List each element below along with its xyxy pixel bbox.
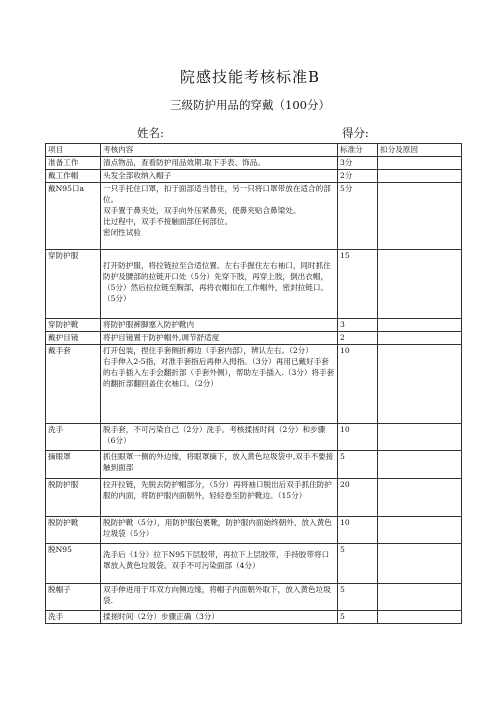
header-cell-score: 标准分 bbox=[338, 144, 378, 157]
row-item: 戴手套 bbox=[46, 345, 101, 424]
row-content: 脱手套，不可污染自己（2分）洗手。考核揉搓时间（2分）和步骤（6分） bbox=[101, 424, 338, 451]
row-content: 一只手托住口罩，扣于面部适当替住，另一只将口罩带放在适合的部位。 双手置于鼻夹处，双手向外压紧鼻夹，使鼻夹贴合鼻梁处。 比过程中，双手不接触面部任何部位。 密闭性试验 bbox=[101, 183, 338, 250]
row-content: 打开包装，捏住手套侧折褥边（手套内部），辨认左右。（2分） 右手伸入2-5指，对准手套指后再伸入拇指。（3分）再用已戴好手套的右手插入左手会翻折部（手套外侧），帮助左手插入.（3分）将手套的翻折部翻回盖住衣袖口。（2分） bbox=[101, 345, 338, 424]
row-deduction bbox=[378, 345, 462, 424]
row-item: 准备工作 bbox=[46, 157, 101, 170]
assessment-table bbox=[45, 143, 462, 624]
name-label: 姓名: bbox=[137, 126, 164, 140]
row-deduction bbox=[378, 451, 462, 479]
table-row bbox=[46, 451, 462, 479]
row-content: 揉搓时间（2分）步骤正确（3分） bbox=[101, 611, 338, 624]
row-content: 洗手后（1分）拉下N95下层胶带，再拉下上层胶带，手持胶带将口罩放入黄色垃圾袋。双手不可污染面部（4分） bbox=[101, 544, 338, 584]
table-row bbox=[46, 170, 462, 183]
row-deduction bbox=[378, 584, 462, 611]
row-deduction bbox=[378, 250, 462, 319]
table-row bbox=[46, 345, 462, 424]
row-content: 脱防护靴（5分），用防护服包裹靴，防护服内面始终朝外，放入黄色垃圾袋（5分） bbox=[101, 517, 338, 544]
row-deduction bbox=[378, 319, 462, 332]
row-item: 脱防护服 bbox=[46, 479, 101, 517]
row-content: 头发全部收纳入帽子 bbox=[101, 170, 338, 183]
table-row bbox=[46, 544, 462, 584]
row-score: 10 bbox=[338, 424, 378, 451]
row-content: 将护目镜置于防护帽外,调节舒适度 bbox=[101, 332, 338, 345]
row-item: 戴护目镜 bbox=[46, 332, 101, 345]
table-row bbox=[46, 611, 462, 624]
row-content: 抓住眼罩一侧的外边缘，将眼罩摘下，放入黄色垃圾袋中,双手不要接触到面部 bbox=[101, 451, 338, 479]
table-row bbox=[46, 424, 462, 451]
row-item: 洗手 bbox=[46, 611, 101, 624]
table-row bbox=[46, 332, 462, 345]
row-item: 脱帽子 bbox=[46, 584, 101, 611]
table-row bbox=[46, 479, 462, 517]
row-score: 3分 bbox=[338, 157, 378, 170]
row-content: 打开防护服，将拉链拉至合适位置。左右手握住左右袖口，同时抓住防护及腰部的拉链开口处（5分）先穿下肢，再穿上肢，倒出衣帽，（5分）然后拉拉链至胸部，再将衣帽扣在工作帽外，密封拉链口。（5分） bbox=[101, 250, 338, 319]
page-subtitle: 三级防护用品的穿戴（100分） bbox=[170, 98, 330, 112]
row-score: 20 bbox=[338, 479, 378, 517]
row-score: 10 bbox=[338, 517, 378, 544]
table-row bbox=[46, 250, 462, 319]
row-score: 5 bbox=[338, 451, 378, 479]
row-deduction bbox=[378, 170, 462, 183]
row-item: 摘眼罩 bbox=[46, 451, 101, 479]
header-cell-item: 项目 bbox=[46, 144, 101, 157]
row-score: 2 bbox=[338, 332, 378, 345]
row-deduction bbox=[378, 517, 462, 544]
table-row bbox=[46, 584, 462, 611]
row-deduction bbox=[378, 157, 462, 170]
row-deduction bbox=[378, 424, 462, 451]
header-cell-deduction: 扣分及原因 bbox=[378, 144, 462, 157]
table-row bbox=[46, 319, 462, 332]
row-item: 戴工作帽 bbox=[46, 170, 101, 183]
row-score: 3 bbox=[338, 319, 378, 332]
row-score: 2分 bbox=[338, 170, 378, 183]
row-item: 脱N95 bbox=[46, 544, 101, 584]
row-item: 洗手 bbox=[46, 424, 101, 451]
row-content: 清点物品，查看防护用品效期.取下手表、饰品。 bbox=[101, 157, 338, 170]
row-deduction bbox=[378, 544, 462, 584]
row-score: 5 bbox=[338, 584, 378, 611]
row-score: 5分 bbox=[338, 183, 378, 250]
row-content: 双手伸进用于耳双方向侧边缘，将帽子内面朝外取下，放入黄色垃圾袋. bbox=[101, 584, 338, 611]
header-cell-content: 考核内容 bbox=[101, 144, 338, 157]
table-header-row bbox=[46, 144, 462, 157]
row-score: 5 bbox=[338, 611, 378, 624]
page-title: 院感技能考核标准B bbox=[179, 68, 321, 86]
table-row bbox=[46, 157, 462, 170]
score-label: 得分: bbox=[342, 126, 369, 140]
row-deduction bbox=[378, 183, 462, 250]
row-score: 10 bbox=[338, 345, 378, 424]
row-content: 拉开拉链，先脱去防护帽部分，（5分）再将袖口脱出后双手抓住防护服的内面，将防护服内面朝外，轻轻卷至防护靴边。（15分） bbox=[101, 479, 338, 517]
row-item: 穿防护服 bbox=[46, 250, 101, 319]
row-deduction bbox=[378, 611, 462, 624]
row-content: 将防护服裤脚塞入防护靴内 bbox=[101, 319, 338, 332]
row-item: 脱防护靴 bbox=[46, 517, 101, 544]
row-score: 15 bbox=[338, 250, 378, 319]
table-row bbox=[46, 183, 462, 250]
row-deduction bbox=[378, 332, 462, 345]
row-item: 戴N95口a bbox=[46, 183, 101, 250]
row-score: 5 bbox=[338, 544, 378, 584]
row-item: 穿防护靴 bbox=[46, 319, 101, 332]
table-row bbox=[46, 517, 462, 544]
row-deduction bbox=[378, 479, 462, 517]
